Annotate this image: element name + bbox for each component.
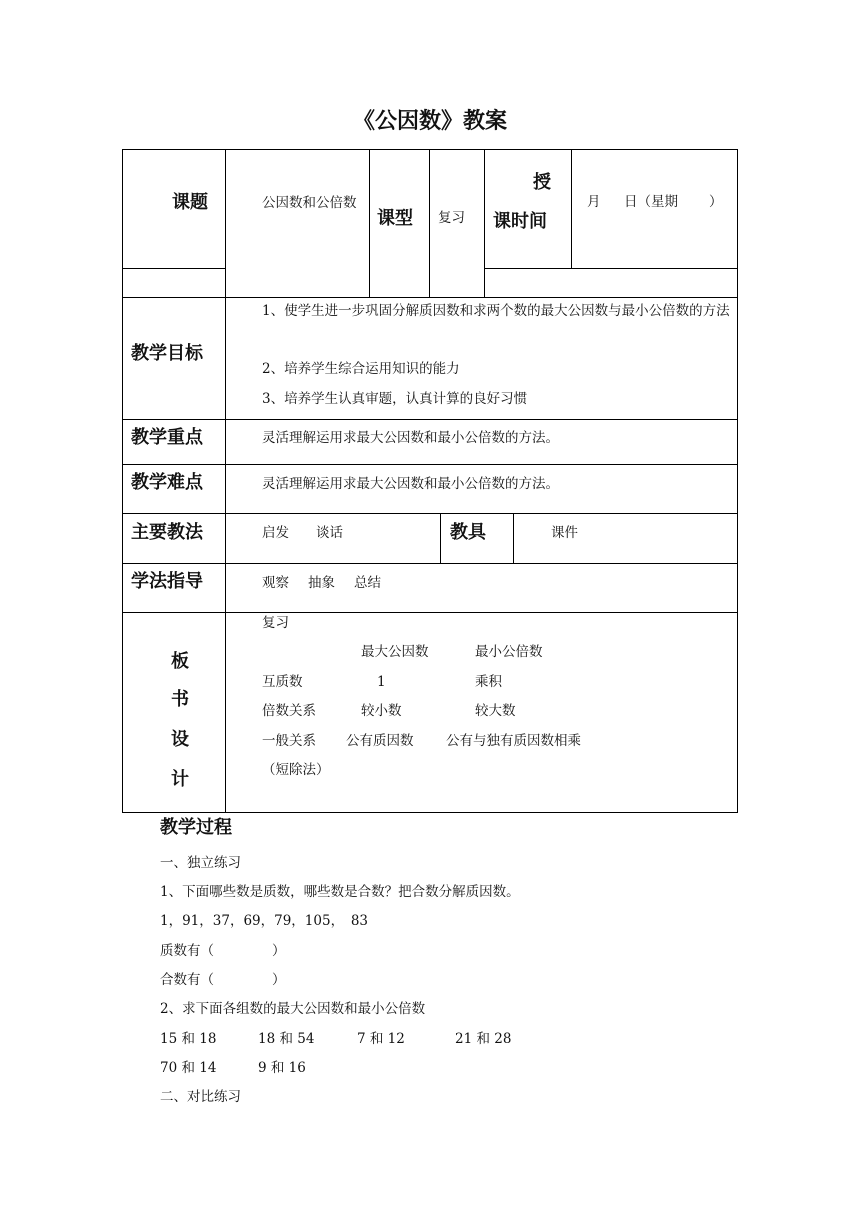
type-value: 复习 xyxy=(438,210,465,226)
key-point-label: 教学重点 xyxy=(131,427,203,448)
primes-label: 质数有（ xyxy=(160,943,214,959)
tool-value: 课件 xyxy=(551,525,578,541)
study-label: 学法指导 xyxy=(131,571,203,592)
pair-item: 70 和 14 xyxy=(160,1060,217,1076)
goals-label: 教学目标 xyxy=(131,343,203,364)
process-q2: 2、求下面各组数的最大公因数和最小公倍数 xyxy=(160,1001,426,1017)
page-title: 《公因数》教案 xyxy=(352,109,507,134)
primes-close: ） xyxy=(272,943,286,959)
topic-value: 公因数和公倍数 xyxy=(262,195,357,211)
pair-item: 21 和 28 xyxy=(455,1031,512,1047)
board-row-name: 倍数关系 xyxy=(262,703,316,719)
time-weekday: 日（星期 xyxy=(624,194,678,210)
difficulty-label: 教学难点 xyxy=(131,472,203,493)
board-label-char-2: 书 xyxy=(171,689,189,710)
study-value-1: 观察 xyxy=(262,575,289,591)
process-numbers: 1，91，37，69，79，105， 83 xyxy=(160,913,368,929)
board-label-char-4: 计 xyxy=(171,769,189,790)
time-month: 月 xyxy=(587,194,601,210)
goals-item-3: 3、培养学生认真审题，认真计算的良好习惯 xyxy=(262,391,528,407)
board-note: （短除法） xyxy=(262,762,330,778)
board-row-gcd: 1 xyxy=(377,674,386,690)
process-part2: 二、对比练习 xyxy=(160,1089,241,1105)
board-row-lcm: 乘积 xyxy=(475,674,502,690)
composites-close: ） xyxy=(272,972,286,988)
study-value-2: 抽象 xyxy=(308,575,335,591)
type-label: 课型 xyxy=(377,208,413,229)
key-point-value: 灵活理解运用求最大公因数和最小公倍数的方法。 xyxy=(262,430,559,446)
time-label-line2: 课时间 xyxy=(493,211,547,232)
process-q1: 1、下面哪些数是质数，哪些数是合数？把合数分解质因数。 xyxy=(160,884,520,900)
board-row-name: 一般关系 xyxy=(262,733,316,749)
tool-label: 教具 xyxy=(450,522,486,543)
composites-label: 合数有（ xyxy=(160,972,214,988)
board-header-gcd: 最大公因数 xyxy=(361,644,429,660)
study-value-3: 总结 xyxy=(354,575,381,591)
method-value-2: 谈话 xyxy=(316,525,343,541)
pair-item: 7 和 12 xyxy=(357,1031,405,1047)
board-header-lcm: 最小公倍数 xyxy=(475,644,543,660)
method-label: 主要教法 xyxy=(131,522,203,543)
time-close: ） xyxy=(709,194,723,210)
board-row-name: 互质数 xyxy=(262,674,303,690)
pair-item: 18 和 54 xyxy=(258,1031,315,1047)
pair-item: 9 和 16 xyxy=(258,1060,306,1076)
process-part1: 一、独立练习 xyxy=(160,855,241,871)
board-label-char-3: 设 xyxy=(171,729,189,750)
board-row-lcm: 较大数 xyxy=(475,703,516,719)
time-label-line1: 授 xyxy=(533,172,551,193)
goals-item-2: 2、培养学生综合运用知识的能力 xyxy=(262,361,460,377)
pair-item: 15 和 18 xyxy=(160,1031,217,1047)
board-row-gcd: 较小数 xyxy=(361,703,402,719)
process-heading: 教学过程 xyxy=(160,817,232,838)
board-row-gcd: 公有质因数 xyxy=(346,733,414,749)
goals-item-1: 1、使学生进一步巩固分解质因数和求两个数的最大公因数与最小公倍数的方法 xyxy=(262,303,730,319)
board-row-lcm: 公有与独有质因数相乘 xyxy=(446,733,581,749)
board-label-char-1: 板 xyxy=(171,651,189,672)
topic-label: 课题 xyxy=(172,192,208,213)
board-review: 复习 xyxy=(262,615,289,631)
method-value-1: 启发 xyxy=(262,525,289,541)
difficulty-value: 灵活理解运用求最大公因数和最小公倍数的方法。 xyxy=(262,476,559,492)
